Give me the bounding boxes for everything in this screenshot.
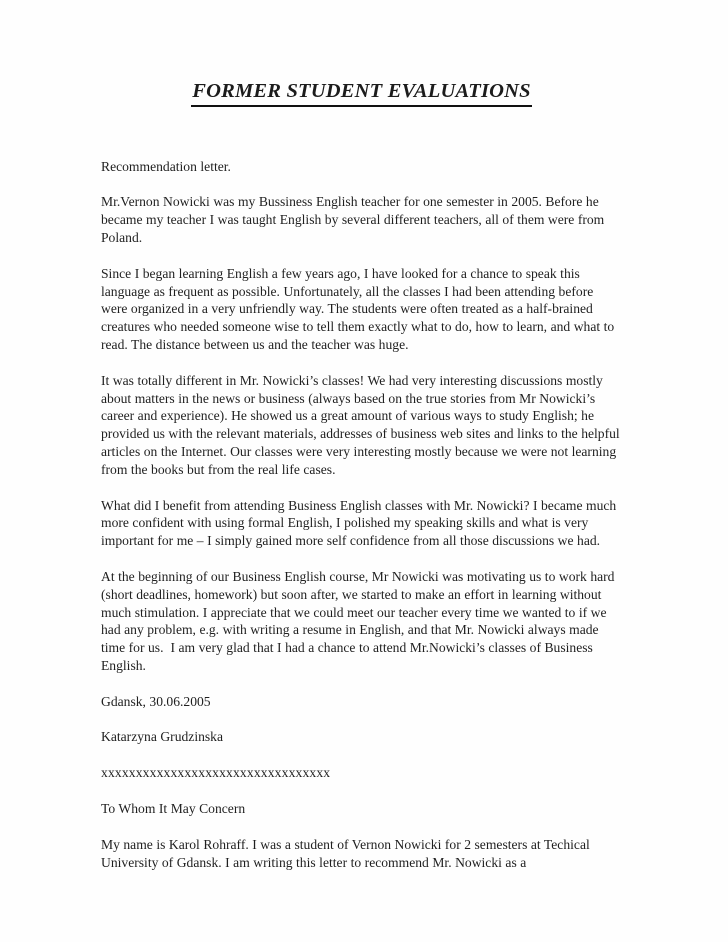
page-title-text: FORMER STUDENT EVALUATIONS xyxy=(191,80,532,107)
document-body xyxy=(101,80,622,889)
title-spacer xyxy=(101,108,622,158)
paragraph-previous-classes: Since I began learning English a few years ago, I have looked for a chance to speak this language as frequent as possible. Unfortunately, all the classes I had been attending before were organized in a very unfriendly way. The students were often treated as a half-brained creatures who needed someone wise to tell them exactly what to do, how to learn, and what to read. The distance between us and the teacher was huge. xyxy=(101,265,618,352)
recommendation-letter-label: Recommendation letter. xyxy=(101,158,231,174)
paragraph-benefits: What did I benefit from attending Business English classes with Mr. Nowicki? I became much more confident with using formal English, I polished my speaking skills and what is very important for me – I simply gained more self confidence from all those discussions we had. xyxy=(101,497,620,549)
letter-separator: xxxxxxxxxxxxxxxxxxxxxxxxxxxxxxxxx xyxy=(101,765,331,781)
paragraph-course-beginning: At the beginning of our Business English course, Mr Nowicki was motivating us to work hard (short deadlines, homework) but soon after, we started to make an effort in learning without much stimulation. I appreciate that we could meet our teacher every time we wanted to if we had any problem, e.g. with writing a resume in English, and that Mr. Nowicki always made time for us. I am very glad that I had a chance to attend Mr.Nowicki’s classes of Business English. xyxy=(101,568,618,673)
paragraph-nowicki-classes: It was totally different in Mr. Nowicki’s classes! We had very interesting discussions mostly about matters in the news or business (always based on the true stories from Mr Nowicki’s career and experience). He showed us a great amount of various ways to study English; he provided us with the relevant materials, addresses of business web sites and links to the helpful articles on the Internet. Our classes were very interesting mostly because we were not learning from the books but from the real life cases. xyxy=(101,372,624,477)
salutation: To Whom It May Concern xyxy=(101,801,246,817)
signature-name: Katarzyna Grudzinska xyxy=(101,729,224,745)
paragraph-teacher-intro: Mr.Vernon Nowicki was my Bussiness English teacher for one semester in 2005. Before he became my teacher I was taught English by several different teachers, all of them were from Poland. xyxy=(101,194,608,245)
paragraph-second-letter-intro: My name is Karol Rohraff. I was a student of Vernon Nowicki for 2 semesters at Techical University of Gdansk. I am writing this letter to recommend Mr. Nowicki as a xyxy=(101,836,594,870)
signature-place-date: Gdansk, 30.06.2005 xyxy=(101,693,211,709)
page-title xyxy=(101,80,622,108)
